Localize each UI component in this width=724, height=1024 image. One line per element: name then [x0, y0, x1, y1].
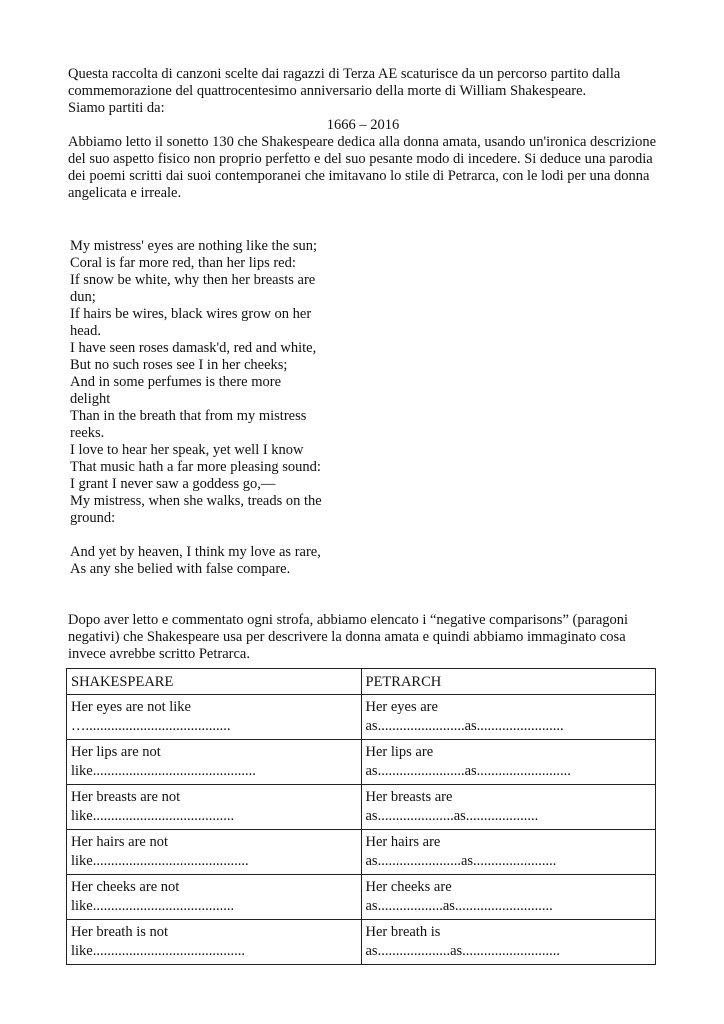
poem-line: My mistress, when she walks, treads on the: [70, 493, 322, 509]
poem-line: If snow be white, why then her breasts are: [70, 272, 316, 288]
poem-line: I have seen roses damask'd, red and white,: [70, 340, 317, 356]
petrarch-cell: Her lips are as........................as..........................: [361, 740, 656, 785]
poem-line: Coral is far more red, than her lips red:: [70, 255, 296, 271]
intro-paragraph-2: Abbiamo letto il sonetto 130 che Shakespeare dedica alla donna amata, usando un'ironica descrizione del suo aspetto fisico non proprio perfetto e del suo pesante modo di incedere. Si deduce una parodia dei poemi scritti dai suoi contemporanei che imitavano lo stile di Petrarca, con le lodi per una donna angelicata e irreale.: [68, 134, 657, 201]
intro-dates: 1666 – 2016: [326, 117, 400, 133]
shakespeare-cell: Her hairs are not like...........................................: [67, 830, 362, 875]
shakespeare-cell: Her lips are not like.............................................: [67, 740, 362, 785]
petrarch-cell: Her eyes are as........................as........................: [361, 695, 656, 740]
header-shakespeare: SHAKESPEARE: [67, 669, 362, 695]
table-row: [67, 785, 656, 830]
poem-line: ground:: [70, 510, 116, 526]
intro-start-line: Siamo partiti da:: [68, 100, 165, 116]
poem-line: head.: [70, 323, 101, 339]
poem-line: My mistress' eyes are nothing like the sun;: [70, 238, 318, 254]
document-body: [68, 66, 658, 663]
poem-line: I love to hear her speak, yet well I know: [70, 442, 304, 458]
poem-line: reeks.: [70, 425, 105, 441]
couplet-line: As any she belied with false compare.: [70, 561, 291, 577]
table-row: [67, 920, 656, 965]
table-row: [67, 695, 656, 740]
petrarch-cell: Her breasts are as.....................as....................: [361, 785, 656, 830]
couplet-line: And yet by heaven, I think my love as rare,: [70, 544, 321, 560]
poem-line: delight: [70, 391, 111, 407]
shakespeare-cell: Her eyes are not like …........................................: [67, 695, 362, 740]
table-row: [67, 830, 656, 875]
table-header-row: [67, 669, 656, 695]
petrarch-cell: Her hairs are as.......................as.......................: [361, 830, 656, 875]
shakespeare-cell: Her breasts are not like.......................................: [67, 785, 362, 830]
poem-line: Than in the breath that from my mistress: [70, 408, 307, 424]
poem-line: I grant I never saw a goddess go,—: [70, 476, 276, 492]
poem-line: But no such roses see I in her cheeks;: [70, 357, 288, 373]
intro-paragraph-1: Questa raccolta di canzoni scelte dai ragazzi di Terza AE scaturisce da un percorso partito dalla commemorazione del quattrocentesimo anniversario della morte di William Shakespeare.: [68, 66, 621, 99]
poem-line: That music hath a far more pleasing sound:: [70, 459, 321, 475]
after-paragraph: Dopo aver letto e commentato ogni strofa, abbiamo elencato i “negative comparisons” (paragoni negativi) che Shakespeare usa per descrivere la donna amata e quindi abbiamo immaginato cosa invece avrebbe scritto Petrarca.: [68, 612, 629, 662]
comparison-table: [66, 668, 656, 965]
table-row: [67, 875, 656, 920]
intro-section: [68, 66, 658, 202]
petrarch-cell: Her breath is as....................as...........................: [361, 920, 656, 965]
header-petrarch: PETRARCH: [361, 669, 656, 695]
stanza-gap: [70, 527, 326, 544]
shakespeare-cell: Her breath is not like..........................................: [67, 920, 362, 965]
petrarch-cell: Her cheeks are as..................as...........................: [361, 875, 656, 920]
shakespeare-cell: Her cheeks are not like.......................................: [67, 875, 362, 920]
poem-line: And in some perfumes is there more: [70, 374, 282, 390]
poem-line: dun;: [70, 289, 96, 305]
table-row: [67, 740, 656, 785]
after-poem-section: [68, 612, 658, 663]
sonnet-130: [70, 238, 326, 578]
poem-line: If hairs be wires, black wires grow on her: [70, 306, 312, 322]
